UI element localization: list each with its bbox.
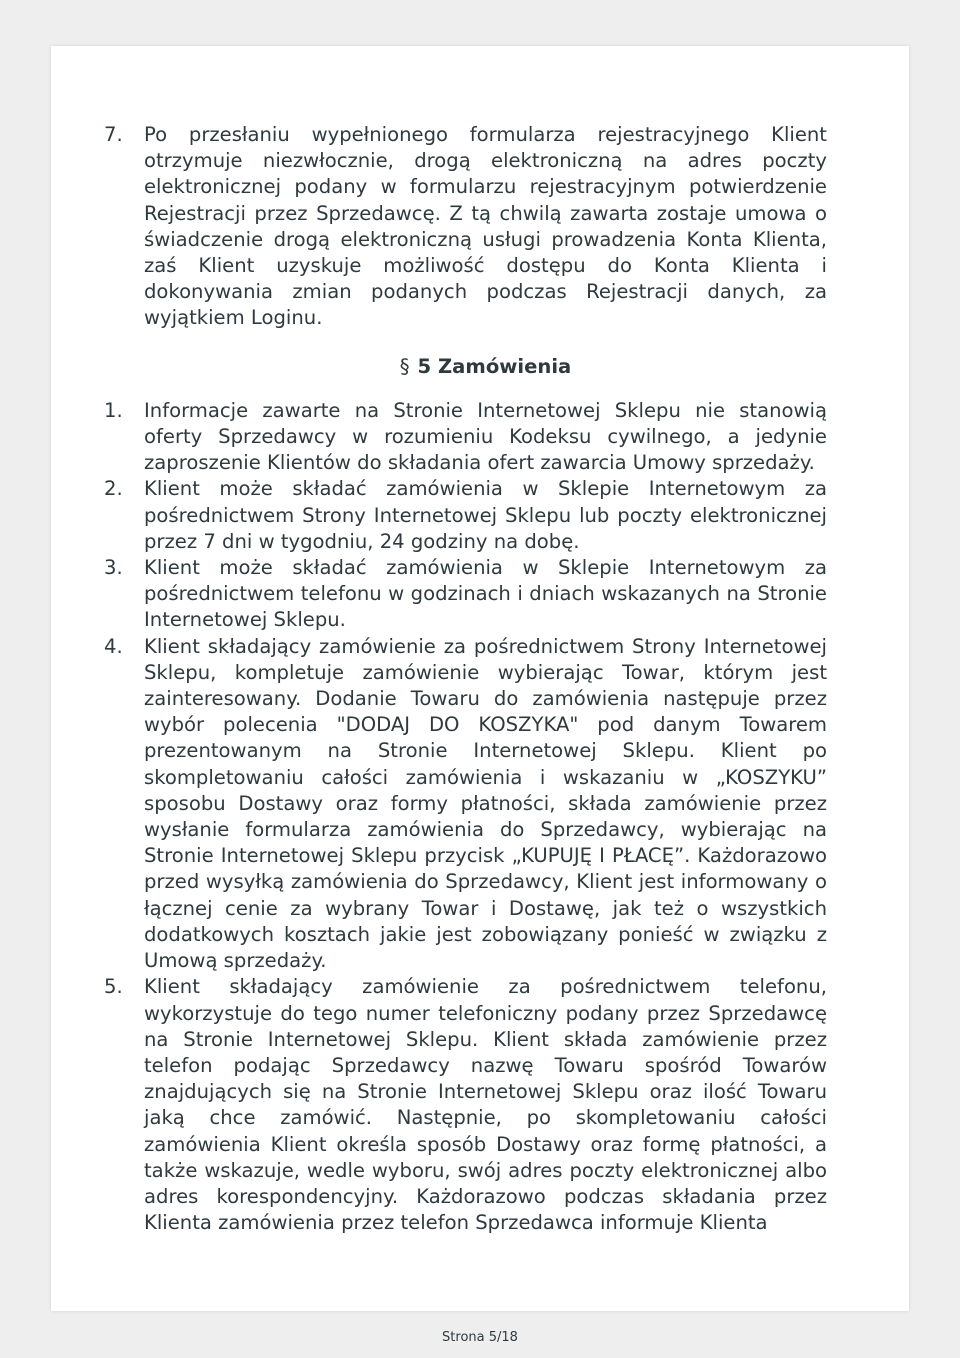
list-item-text: Informacje zawarte na Stronie Internetowej Sklepu nie stanowią oferty Sprzedawcy w rozumieniu Kodeksu cywilnego, a jedynie zaproszenie Klientów do składania ofert zawarcia Umowy sprzedaży. — [144, 398, 827, 475]
list-item-number: 3. — [104, 556, 123, 580]
document-page — [51, 46, 909, 1311]
list-item-4 — [104, 634, 827, 975]
list-item-5 — [104, 974, 827, 1236]
list-item-text: Klient może składać zamówienia w Sklepie Internetowym za pośrednictwem Strony Internetowej Sklepu lub poczty elektronicznej przez 7 dni w tygodniu, 24 godziny na dobę. — [144, 477, 827, 553]
list-item-number: 7. — [104, 123, 123, 146]
section-title: 5 Zamówienia — [417, 354, 572, 378]
list-item-1 — [104, 398, 827, 477]
page-content — [104, 122, 827, 1236]
list-item-text: Po przesłaniu wypełnionego formularza rejestracyjnego Klient otrzymuje niezwłocznie, drogą elektroniczną na adres poczty elektronicznej podany w formularzu rejestracyjnym potwierdzenie Rejestracji przez Sprzedawcę. Z tą chwilą zawarta zostaje umowa o świadczenie drogą elektroniczną usługi prowadzenia Konta Klienta, zaś Klient uzyskuje możliwość dostępu do Konta Klienta i dokonywania zmian podanych podczas Rejestracji danych, za wyjątkiem Loginu. — [144, 123, 827, 330]
list-item-text: Klient może składać zamówienia w Sklepie Internetowym za pośrednictwem telefonu w godzinach i dniach wskazanych na Stronie Internetowej Sklepu. — [144, 556, 827, 632]
list-item-3 — [104, 555, 827, 634]
list-item-2 — [104, 476, 827, 555]
list-item-number: 5. — [104, 975, 123, 999]
section-sign: § — [399, 354, 410, 378]
list-item-7 — [104, 122, 827, 332]
list-item-text: Klient składający zamówienie za pośrednictwem Strony Internetowej Sklepu, kompletuje zamówienie wybierając Towar, którym jest zainteresowany. Dodanie Towaru do zamówienia następuje przez wybór polecenia "DODAJ DO KOSZYKA" pod danym Towarem prezentowanym na Stronie Internetowej Sklepu. Klient po skompletowaniu całości zamówienia i wskazaniu w „KOSZYKU” sposobu Dostawy oraz formy płatności, składa zamówienie przez wysłanie formularza zamówienia do Sprzedawcy, wybierając na Stronie Internetowej Sklepu przycisk „KUPUJĘ I PŁACĘ”. Każdorazowo przed wysyłką zamówienia do Sprzedawcy, Klient jest informowany o łącznej cenie za wybrany Towar i Dostawę, jak też o wszystkich dodatkowych kosztach jakie jest zobowiązany ponieść w związku z Umową sprzedaży. — [144, 634, 827, 973]
section-heading — [104, 354, 827, 380]
page-number-footer: Strona 5/18 — [442, 1330, 518, 1345]
list-item-number: 1. — [104, 398, 123, 422]
list-item-number: 2. — [104, 477, 123, 501]
list-item-number: 4. — [104, 634, 123, 658]
list-item-text: Klient składający zamówienie za pośrednictwem telefonu, wykorzystuje do tego numer telefoniczny podany przez Sprzedawcę na Stronie Internetowej Sklepu. Klient składa zamówienie przez telefon podając Sprzedawcy nazwę Towaru spośród Towarów znajdujących się na Stronie Internetowej Sklepu oraz ilość Towaru jaką chce zamówić. Następnie, po skompletowaniu całości zamówienia Klient określa sposób Dostawy oraz formę płatności, a także wskazuje, wedle wyboru, swój adres poczty elektronicznej albo adres korespondencyjny. Każdorazowo podczas składania przez Klienta zamówienia przez telefon Sprzedawca informuje Klienta — [144, 975, 827, 1235]
